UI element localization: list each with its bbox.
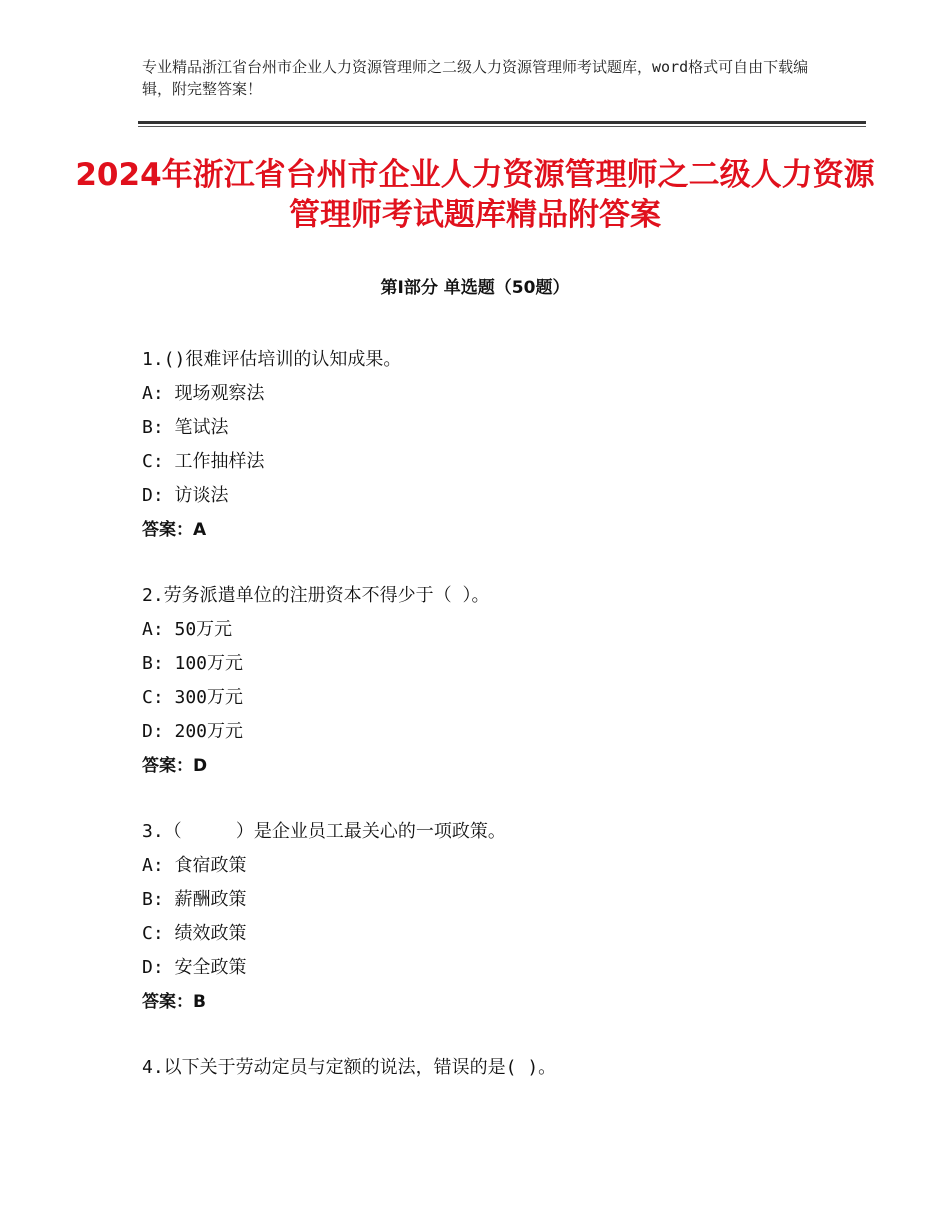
header-rule-thin xyxy=(138,126,866,127)
option-c: C: 绩效政策 xyxy=(142,923,247,944)
answer: 答案：A xyxy=(142,520,207,540)
question-stem: 2.劳务派遣单位的注册资本不得少于（ ）。 xyxy=(142,585,490,606)
option-a: A: 50万元 xyxy=(142,619,233,640)
question-list xyxy=(142,343,852,1117)
question-stem: 4.以下关于劳动定员与定额的说法，错误的是( )。 xyxy=(142,1057,557,1078)
header-rule-thick xyxy=(138,121,866,124)
option-b: B: 100万元 xyxy=(142,653,244,674)
option-a: A: 食宿政策 xyxy=(142,855,247,876)
option-b: B: 薪酬政策 xyxy=(142,889,247,910)
question-stem: 3.（ ）是企业员工最关心的一项政策。 xyxy=(142,821,506,842)
option-d: D: 访谈法 xyxy=(142,485,229,506)
document-title: 2024年浙江省台州市企业人力资源管理师之二级人力资源管理师考试题库精品附答案 xyxy=(75,157,875,233)
question-2 xyxy=(142,579,852,783)
option-c: C: 工作抽样法 xyxy=(142,451,265,472)
question-stem: 1.()很难评估培训的认知成果。 xyxy=(142,349,402,370)
option-c: C: 300万元 xyxy=(142,687,244,708)
option-d: D: 安全政策 xyxy=(142,957,247,978)
option-b: B: 笔试法 xyxy=(142,417,229,438)
question-4 xyxy=(142,1051,852,1085)
option-d: D: 200万元 xyxy=(142,721,244,742)
option-a: A: 现场观察法 xyxy=(142,383,265,404)
header-note: 专业精品浙江省台州市企业人力资源管理师之二级人力资源管理师考试题库，word格式可自由下载编辑，附完整答案！ xyxy=(142,58,809,98)
answer: 答案：D xyxy=(142,756,208,776)
section-title: 第Ⅰ部分 单选题（50题） xyxy=(380,278,570,298)
question-1 xyxy=(142,343,852,547)
answer: 答案：B xyxy=(142,992,206,1012)
question-3 xyxy=(142,815,852,1019)
